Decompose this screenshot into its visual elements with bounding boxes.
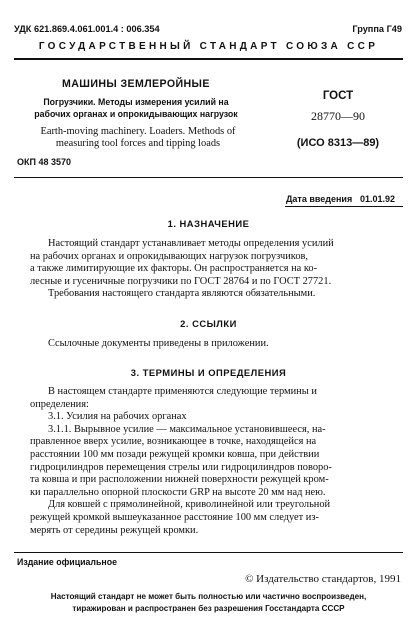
intro-date-underline [285,206,403,207]
english-title-line: measuring tool forces and tipping loads [55,137,221,149]
standard-subtitle [30,97,242,120]
text-line: Настоящий стандарт устанавливает методы определения усилий [48,238,334,249]
header-rule [14,58,403,60]
subtitle-line: Погрузчики. Методы измерения усилий на [43,97,229,107]
intro-date-label: Дата введения [286,194,353,204]
copyright-notice: © Издательство стандартов, 1991 [245,573,401,585]
iso-reference: (ИСО 8313—89) [296,137,380,149]
section-heading: 1. НАЗНАЧЕНИЕ [167,218,250,229]
text-line: определения: [30,398,89,410]
text-line: мерять от середины режущей кромки. [30,524,199,536]
edition-label: Издание официальное [17,557,117,567]
section-heading: 3. ТЕРМИНЫ И ОПРЕДЕЛЕНИЯ [130,367,287,378]
text-line: на рабочих органах и опрокидывающих нагрузок погрузчиков, [30,250,309,262]
text-line: а также лимитирующие их факторы. Он распространяется на ко- [30,263,318,275]
okp-code: ОКП 48 3570 [17,157,71,167]
title-rule [14,177,403,178]
notice-line: Настоящий стандарт не может быть полностью или частично воспроизведен, [50,592,367,601]
section-paragraph [48,338,402,351]
english-title-line: Earth-moving machinery. Loaders. Methods of [40,126,236,137]
text-line: Ссылочные документы приведены в приложении. [48,338,269,349]
subtitle-line: рабочих органах и опрокидывающих нагрузок [34,108,238,119]
text-line: В настоящем стандарте применяются следующие термины и [48,386,317,397]
org-banner: ГОСУДАРСТВЕННЫЙ СТАНДАРТ СОЮЗА ССР [38,41,379,52]
standard-title: МАШИНЫ ЗЕМЛЕРОЙНЫЕ [62,78,210,90]
udk-code: УДК 621.869.4.061.001.4 : 006.354 [14,24,160,34]
intro-date-value: 01.01.92 [360,194,396,204]
text-line: правленное вверх усилие, возникающее в точке, находящейся на [30,436,317,448]
text-line: режущей кромкой вышеуказанное расстояние 100 мм следует из- [30,511,319,523]
gost-label: ГОСТ [322,90,354,102]
text-line: 3.1.1. Вырывное усилие — максимальное установившееся, на- [48,423,326,435]
section-paragraph [30,386,402,537]
text-line: Для ковшей с прямолинейной, криволинейной или треугольной [48,499,331,511]
text-line: лесные и гусеничные погрузчики по ГОСТ 28764 и по ГОСТ 27721. [30,275,332,287]
gost-number: 28770—90 [311,109,365,123]
text-line: гидроцилиндров перемещения стрелы или гидроцилиндров поворо- [30,461,332,473]
text-line: расстоянии 100 мм позади режущей кромки ковша, при действии [30,448,320,460]
english-title [25,126,251,149]
section-paragraph [30,238,402,301]
text-line: 3.1. Усилия на рабочих органах [48,411,187,423]
reproduction-notice [10,591,407,614]
text-line: та ковша и при расположении нижней поверхности режущей кром- [30,474,329,486]
text-line: ки параллельно опорной плоскости GRP на высоте 20 мм над нею. [30,486,326,498]
text-line: Требования настоящего стандарта являются обязательными. [48,288,316,300]
section-heading: 2. ССЫЛКИ [180,318,237,329]
group-code: Группа Г49 [352,24,402,34]
notice-line: тиражирован и распространен без разрешения Госстандарта СССР [72,603,345,613]
footer-rule [14,552,403,553]
